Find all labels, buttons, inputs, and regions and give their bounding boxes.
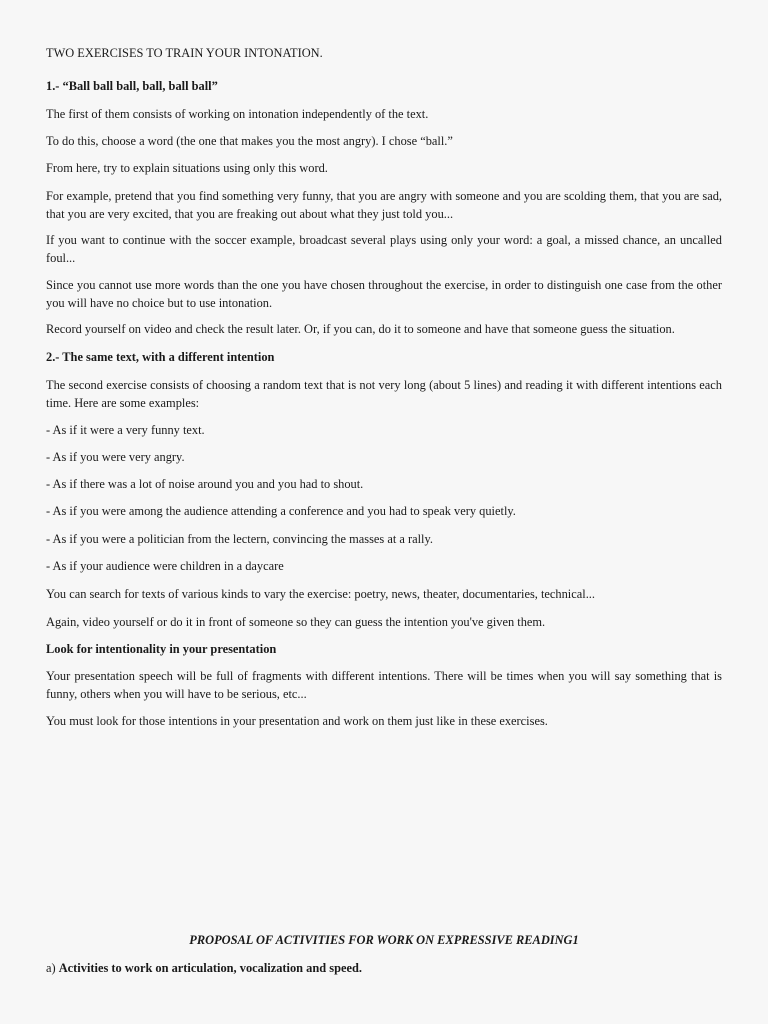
section-heading-3: Look for intentionality in your presentation [46, 642, 277, 656]
list-item: - As if you were a politician from the lectern, convincing the masses at a rally. [46, 532, 433, 546]
section-heading-2: 2.- The same text, with a different intention [46, 350, 275, 364]
paragraph: You must look for those intentions in your presentation and work on them just like in these exercises. [46, 714, 548, 728]
list-item: - As if it were a very funny text. [46, 423, 205, 437]
proposal-heading: PROPOSAL OF ACTIVITIES FOR WORK ON EXPRESSIVE READING1 [189, 933, 579, 947]
paragraph: Again, video yourself or do it in front of someone so they can guess the intention you've given them. [46, 615, 546, 629]
subsection-title: Activities to work on articulation, vocalization and speed. [58, 961, 362, 975]
paragraph: Record yourself on video and check the result later. Or, if you can, do it to someone and have that someone guess the situation. [46, 322, 675, 336]
list-item: - As if you were very angry. [46, 450, 185, 464]
subsection-heading [46, 960, 722, 978]
paragraph: Since you cannot use more words than the one you have chosen throughout the exercise, in order to distinguish one case from the other you will have no choice but to use intonation. [46, 278, 722, 310]
paragraph: The first of them consists of working on intonation independently of the text. [46, 107, 429, 121]
document-title: TWO EXERCISES TO TRAIN YOUR INTONATION. [46, 46, 323, 60]
paragraph: If you want to continue with the soccer example, broadcast several plays using only your word: a goal, a missed chance, an uncalled foul... [46, 233, 722, 265]
subsection-prefix: a) [46, 961, 59, 975]
paragraph: The second exercise consists of choosing a random text that is not very long (about 5 lines) and reading it with different intentions each time. Here are some examples: [46, 378, 722, 410]
paragraph: For example, pretend that you find something very funny, that you are angry with someone and you are scolding them, that you are sad, that you are very excited, that you are freaking out about what they just told you... [46, 189, 722, 221]
list-item: - As if there was a lot of noise around you and you had to shout. [46, 477, 364, 491]
paragraph: To do this, choose a word (the one that makes you the most angry). I chose “ball.” [46, 134, 453, 148]
paragraph: Your presentation speech will be full of fragments with different intentions. There will be times when you will say something that is funny, others when you will have to be serious, etc... [46, 669, 722, 701]
list-item: - As if you were among the audience attending a conference and you had to speak very quietly. [46, 504, 516, 518]
list-item: - As if your audience were children in a daycare [46, 559, 284, 573]
paragraph: You can search for texts of various kinds to vary the exercise: poetry, news, theater, documentaries, technical... [46, 587, 595, 601]
paragraph: From here, try to explain situations using only this word. [46, 161, 328, 175]
section-heading-1: 1.- “Ball ball ball, ball, ball ball” [46, 79, 218, 93]
